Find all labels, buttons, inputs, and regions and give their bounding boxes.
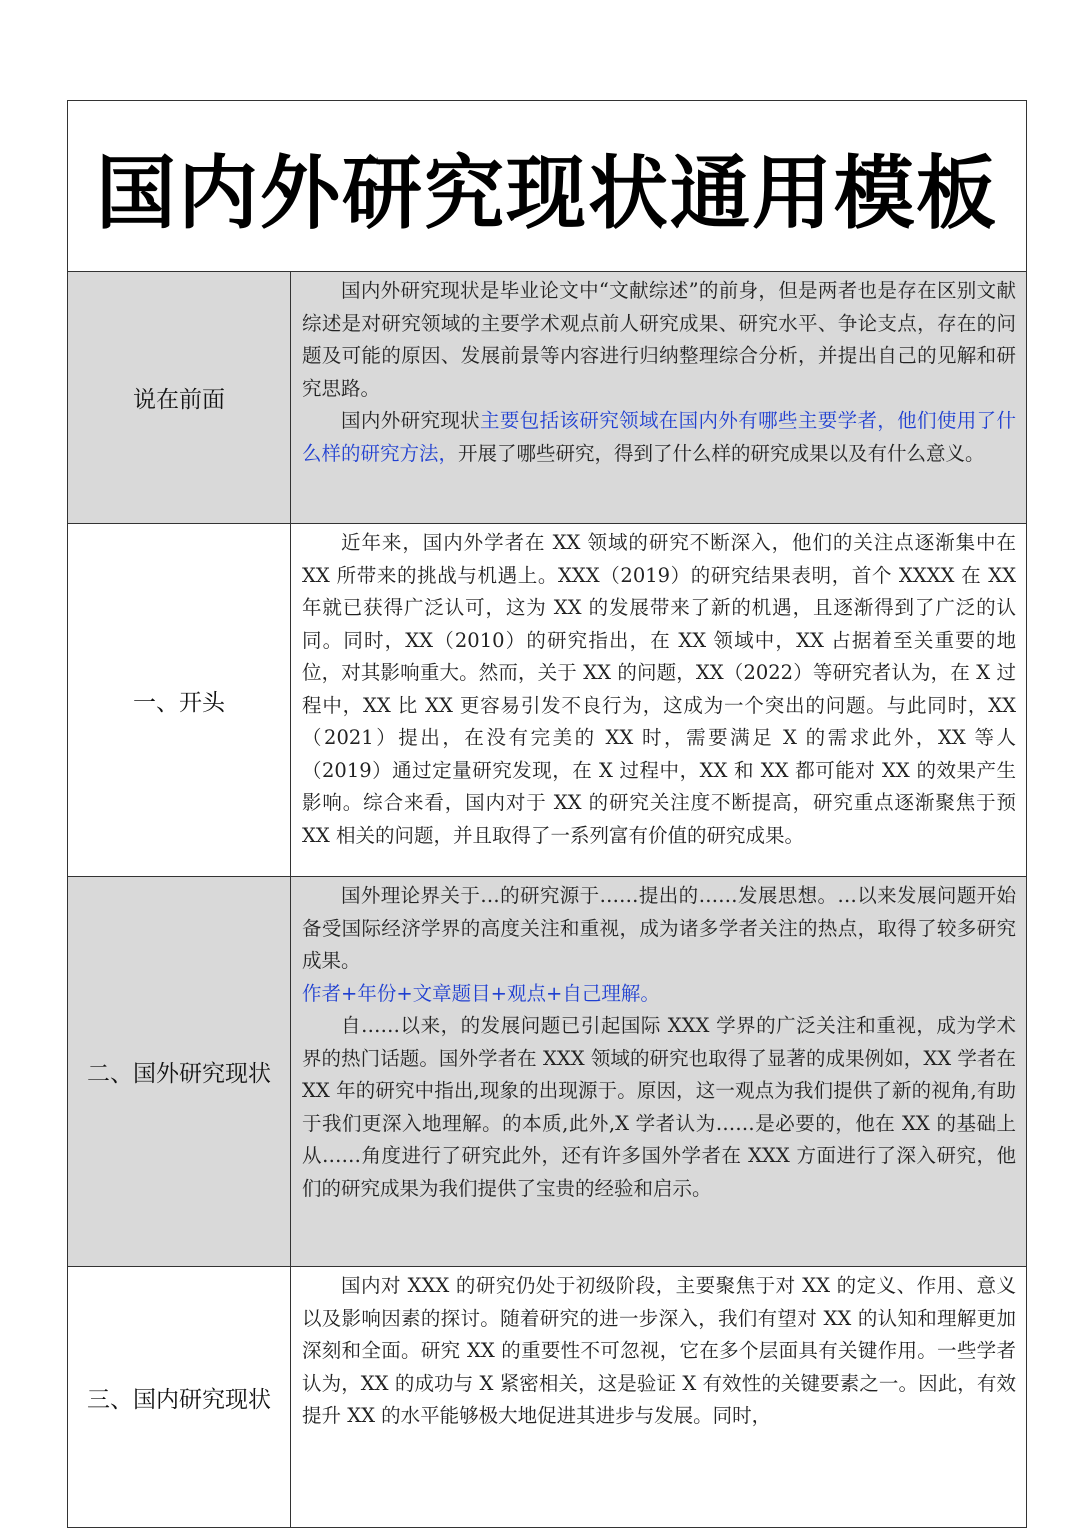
- paragraph: 国内对 XXX 的研究仍处于初级阶段，主要聚焦于对 XX 的定义、作用、意义以及影响因素的探讨。随着研究的进一步深入，我们有望对 XX 的认知和理解更加深刻和全面。研究 XX 的重要性不可忽视，它在多个层面具有关键作用。一些学者认为，XX 的成功与 X 紧密相关，这是验证 X 有效性的关键要素之一。因此，有效提升 XX 的水平能够极大地促进其进步与发展。同时，: [302, 1274, 1016, 1427]
- paragraph-prefix: 国内外研究现状: [341, 409, 481, 432]
- section-label: 二、国外研究现状: [68, 877, 291, 1266]
- section-content: [291, 524, 1026, 876]
- section-label: 一、开头: [68, 524, 291, 876]
- section-foreign-research: [68, 877, 1026, 1267]
- section-content: [291, 1267, 1026, 1527]
- template-table: [67, 100, 1027, 1528]
- section-label: 说在前面: [68, 272, 291, 523]
- section-content: [291, 272, 1026, 523]
- paragraph: [302, 405, 1016, 470]
- page-title: 国内外研究现状通用模板: [96, 146, 998, 240]
- section-content: [291, 877, 1026, 1266]
- paragraph: 国外理论界关于…的研究源于……提出的……发展思想。…以来发展问题开始备受国际经济学界的高度关注和重视，成为诸多学者关注的热点，取得了较多研究成果。: [302, 884, 1016, 972]
- paragraph: 国内外研究现状是毕业论文中“文献综述”的前身，但是两者也是存在区别文献综述是对研究领域的主要学术观点前人研究成果、研究水平、争论支点，存在的问题及可能的原因、发展前景等内容进行归纳整理综合分析，并提出自己的见解和研究思路。: [302, 279, 1016, 400]
- highlight-text: 主要包括该研究领域在国内外有哪些主要学者，他们使用了什么样的研究方法，: [302, 409, 1016, 465]
- section-domestic-research: [68, 1267, 1026, 1527]
- section-opening: [68, 524, 1026, 877]
- paragraph: 自……以来，的发展问题已引起国际 XXX 学界的广泛关注和重视，成为学术界的热门话题。国外学者在 XXX 领域的研究也取得了显著的成果例如，XX 学者在 XX 年的研究中指出,现象的出现源于。原因，这一观点为我们提供了新的视角,有助于我们更深入地理解。的本质,此外,X 学者认为……是必要的，他在 XX 的基础上从……角度进行了研究此外，还有许多国外学者在 XXX 方面进行了深入研究，他们的研究成果为我们提供了宝贵的经验和启示。: [302, 1014, 1016, 1200]
- hint-text: 作者+年份+文章题目+观点+自己理解。: [302, 981, 660, 1005]
- paragraph-suffix: 开展了哪些研究，得到了什么样的研究成果以及有什么意义。: [458, 441, 985, 465]
- paragraph: 近年来，国内外学者在 XX 领域的研究不断深入，他们的关注点逐渐集中在 XX 所带来的挑战与机遇上。XXX（2019）的研究结果表明，首个 XXXX 在 XX 年就已获得广泛认可，这为 XX 的发展带来了新的机遇，且逐渐得到了广泛的认同。同时，XX（2010）的研究指出，在 XX 领域中，XX 占据着至关重要的地位，对其影响重大。然而，关于 XX 的问题，XX（2022）等研究者认为，在 X 过程中，XX 比 XX 更容易引发不良行为，这成为一个突出的问题。与此同时，XX（2021）提出，在没有完美的 XX 时，需要满足 X 的需求此外，XX 等人（2019）通过定量研究发现，在 X 过程中，XX 和 XX 都可能对 XX 的效果产生影响。综合来看，国内对于 XX 的研究关注度不断提高，研究重点逐渐聚焦于预 XX 相关的问题，并且取得了一系列富有价值的研究成果。: [302, 531, 1016, 847]
- section-label: 三、国内研究现状: [68, 1267, 291, 1527]
- section-preface: [68, 272, 1026, 524]
- title-row: [68, 101, 1026, 272]
